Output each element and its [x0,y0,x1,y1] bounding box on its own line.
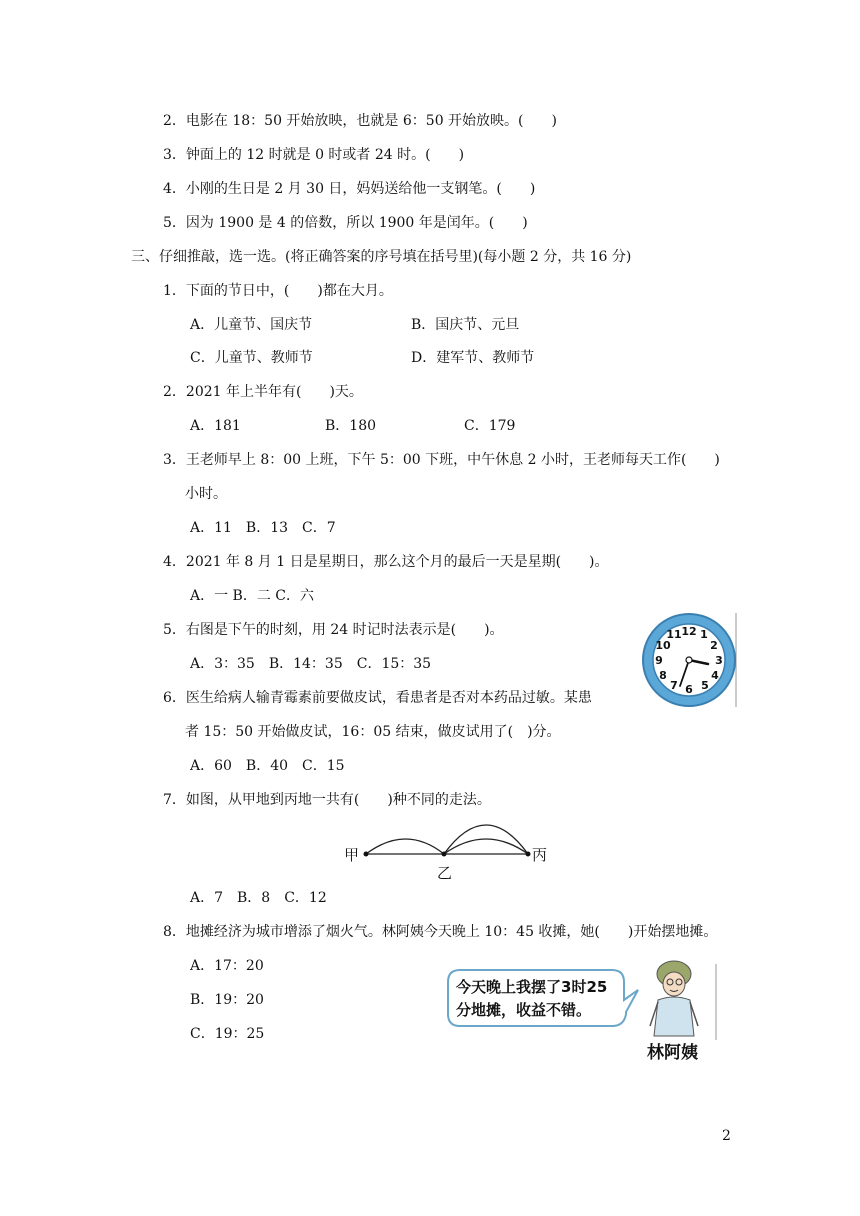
q4-stem: 4．2021 年 8 月 1 日是星期日，那么这个月的最后一天是星期( )。 [163,554,609,570]
clock-num-5: 5 [701,679,709,692]
q6-stem-cont: 者 15：50 开始做皮试，16：05 结束，做皮试用了( )分。 [185,724,561,740]
clock-num-2: 2 [710,639,718,652]
aunt-illustration [446,960,722,1064]
clock-num-3: 3 [715,654,723,667]
section3-heading: 三、仔细推敲，选一选。(将正确答案的序号填在括号里)(每小题 2 分，共 16 分) [131,249,632,265]
q1-option-b: B．国庆节、元旦 [411,317,520,333]
clock-num-10: 10 [655,639,671,652]
q4-options: A．一 B．二 C．六 [190,588,315,604]
q8-option-a: A．17：20 [190,958,264,974]
judge-q3: 3．钟面上的 12 时就是 0 时或者 24 时。( ) [163,147,465,163]
label-jia: 甲 [344,846,360,864]
q8-option-b: B．19：20 [190,992,264,1008]
q8-option-c: C．19：25 [190,1026,265,1042]
clock-figure [640,611,738,709]
clock-num-7: 7 [670,679,678,692]
route-arc-right-mid [444,839,528,854]
clock-num-1: 1 [700,628,708,641]
q5-options: A．3：35 B．14：35 C．15：35 [190,656,432,672]
q1-option-d: D．建军节、教师节 [411,350,535,366]
clock-num-12: 12 [681,625,697,638]
bubble-line-1: 今天晚上我摆了3时25 [456,978,608,996]
clock-num-9: 9 [655,654,663,667]
q6-options: A．60 B．40 C．15 [190,758,345,774]
label-bing: 丙 [532,846,548,864]
q7-stem: 7．如图，从甲地到丙地一共有( )种不同的走法。 [163,792,491,808]
q1-stem: 1．下面的节日中，( )都在大月。 [163,283,393,299]
judge-q4: 4．小刚的生日是 2 月 30 日，妈妈送给他一支钢笔。( ) [163,181,536,197]
aunt-name-label: 林阿姨 [647,1043,698,1063]
bubble-line-2: 分地摊，收益不错。 [456,1001,592,1019]
clock-num-6: 6 [685,683,693,696]
route-diagram [338,812,556,884]
q5-stem: 5．右图是下午的时刻，用 24 时记时法表示是( )。 [163,622,504,638]
q3-stem: 3．王老师早上 8：00 上班，下午 5：00 下班，中午休息 2 小时，王老师每天工作( ) [163,452,720,468]
q1-option-c: C．儿童节、教师节 [190,350,313,366]
route-arc-left [366,839,444,854]
q6-stem: 6．医生给病人输青霉素前要做皮试，看患者是否对本药品过敏。某患 [163,690,592,706]
q8-stem: 8．地摊经济为城市增添了烟火气。林阿姨今天晚上 10：45 收摊，她( )开始摆地摊。 [163,924,718,940]
clock-num-4: 4 [711,669,719,682]
q3-options: A．11 B．13 C．7 [190,520,336,536]
judge-q2: 2．电影在 18：50 开始放映，也就是 6：50 开始放映。( ) [163,113,557,129]
q2-option-b: B．180 [325,418,377,434]
q2-stem: 2．2021 年上半年有( )天。 [163,384,363,400]
q2-option-a: A．181 [190,418,241,434]
label-yi: 乙 [437,864,453,882]
page-number: 2 [722,1128,731,1144]
q1-option-a: A．儿童节、国庆节 [190,317,313,333]
clock-num-8: 8 [659,669,667,682]
clock-num-11: 11 [666,628,682,641]
q3-stem-cont: 小时。 [185,486,227,502]
judge-q5: 5．因为 1900 是 4 的倍数，所以 1900 年是闰年。( ) [163,215,528,231]
q7-options: A．7 B．8 C．12 [190,890,327,906]
aunt-figure [650,961,716,1040]
q2-option-c: C．179 [464,418,516,434]
